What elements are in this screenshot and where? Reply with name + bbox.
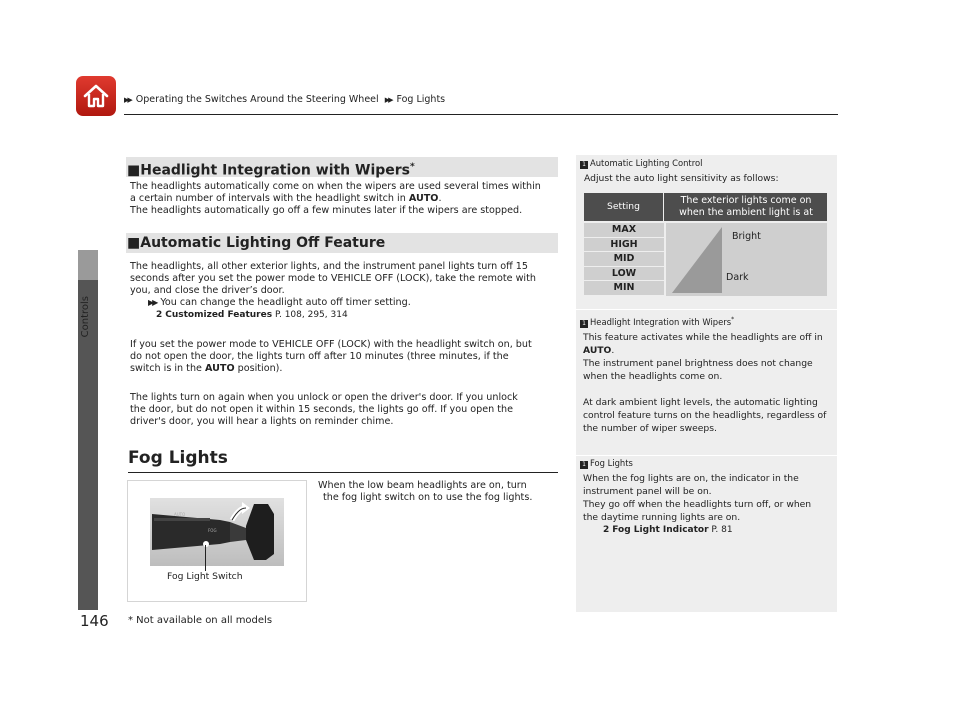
section-heading-headlight-integration bbox=[126, 157, 558, 177]
text-segment: . bbox=[438, 193, 442, 204]
table-header-ambient bbox=[665, 193, 827, 221]
xref-pages[interactable]: P. 108, 295, 314 bbox=[274, 310, 348, 320]
xref-pages[interactable]: P. 81 bbox=[711, 525, 733, 535]
note-marker-icon: 1 bbox=[580, 461, 588, 469]
text-line: seconds after you set the power mode to VEHICLE OFF (LOCK), take the remote with bbox=[130, 273, 536, 284]
table-header bbox=[584, 193, 827, 221]
bold-term: AUTO bbox=[583, 344, 612, 356]
bold-term: AUTO bbox=[204, 363, 235, 374]
text-line: instrument panel will be on. bbox=[583, 486, 712, 497]
asterisk-mark: * bbox=[731, 316, 735, 323]
note-marker-icon: 1 bbox=[580, 320, 588, 328]
dark-label: Dark bbox=[726, 272, 749, 283]
text-line: The instrument panel brightness does not change bbox=[583, 357, 813, 369]
home-icon bbox=[82, 82, 110, 110]
text-segment: position). bbox=[234, 363, 283, 374]
table-row: HIGH bbox=[584, 238, 664, 253]
header-line: The exterior lights come on bbox=[680, 195, 812, 206]
header-divider bbox=[124, 114, 838, 115]
text-segment: . bbox=[611, 344, 615, 356]
text-line: The headlights automatically come on when the wipers are used several times within bbox=[130, 181, 541, 192]
fog-lights-divider bbox=[128, 472, 558, 473]
text-line: When the low beam headlights are on, turn bbox=[318, 480, 527, 491]
fog-switch-image bbox=[150, 498, 284, 566]
breadcrumb-item[interactable]: Fog Lights bbox=[396, 94, 446, 105]
text-line: The lights turn on again when you unlock or open the driver's door. If you unlock bbox=[130, 392, 518, 403]
text-line bbox=[130, 193, 558, 205]
fog-lights-text bbox=[318, 480, 558, 504]
text-segment: switch is in the bbox=[130, 363, 205, 374]
section-heading-auto-off bbox=[126, 233, 558, 253]
xref-fog-light-indicator[interactable] bbox=[583, 524, 837, 537]
brightness-wedge-icon bbox=[672, 227, 722, 293]
breadcrumb bbox=[124, 94, 448, 105]
square-bullet-icon: ■ bbox=[127, 162, 141, 179]
asterisk-mark: * bbox=[410, 162, 415, 172]
text-line: At dark ambient light levels, the automatic lighting bbox=[583, 396, 818, 408]
text-line: you, and close the driver’s door. bbox=[130, 285, 285, 296]
note-automatic-lighting-control bbox=[576, 158, 837, 185]
bright-label: Bright bbox=[732, 231, 761, 242]
blank-line bbox=[583, 383, 837, 396]
note-title-text: Headlight Integration with Wipers bbox=[590, 316, 732, 327]
text-line: do not open the door, the lights turn off after 10 minutes (three minutes, if the bbox=[130, 351, 509, 362]
note-body bbox=[576, 331, 837, 435]
note-title bbox=[576, 316, 837, 328]
headlight-integration-text bbox=[130, 181, 558, 217]
xref-customized-features[interactable] bbox=[130, 309, 558, 321]
note-title-text: Automatic Lighting Control bbox=[590, 158, 703, 168]
bullet-text: You can change the headlight auto off timer setting. bbox=[160, 297, 411, 308]
callout-line bbox=[205, 545, 207, 571]
xref-label[interactable]: Customized Features bbox=[165, 310, 273, 320]
text-line: Adjust the auto light sensitivity as follows: bbox=[584, 173, 779, 184]
text-line: The headlights automatically go off a few minutes later if the wipers are stopped. bbox=[130, 205, 523, 216]
light-sensitivity-table bbox=[584, 193, 827, 296]
section-heading-text: Automatic Lighting Off Feature bbox=[140, 235, 386, 251]
note-fog-lights bbox=[576, 458, 837, 537]
note-divider bbox=[576, 455, 837, 456]
text-line: This feature activates while the headlights are off in bbox=[583, 331, 823, 343]
text-line: the number of wiper sweeps. bbox=[583, 422, 717, 434]
auto-off-text bbox=[130, 261, 558, 321]
xref-arrow-icon: 2 bbox=[603, 525, 610, 535]
home-button[interactable] bbox=[76, 76, 116, 116]
table-setting-column bbox=[584, 223, 664, 296]
text-line: the daytime running lights are on. bbox=[583, 512, 741, 523]
chapter-label: Controls bbox=[80, 296, 91, 338]
footnote: * Not available on all models bbox=[128, 615, 273, 626]
fog-switch-caption: Fog Light Switch bbox=[167, 571, 243, 582]
text-line: the fog light switch on to use the fog lights. bbox=[323, 492, 533, 503]
note-title bbox=[576, 458, 837, 469]
xref-label[interactable]: Fog Light Indicator bbox=[612, 525, 709, 535]
note-body bbox=[576, 172, 837, 185]
breadcrumb-arrow-icon: ▶▶ bbox=[384, 96, 392, 104]
fog-lights-title: Fog Lights bbox=[128, 448, 228, 468]
stalk-mark-fog: FOG bbox=[208, 528, 217, 533]
text-line: They go off when the headlights turn off, or when bbox=[583, 499, 812, 510]
text-line: the door, but do not open it within 15 seconds, the lights go off. If you open the bbox=[130, 404, 513, 415]
table-row: MIN bbox=[584, 281, 664, 296]
page-number: 146 bbox=[80, 612, 109, 630]
table-row: MAX bbox=[584, 223, 664, 238]
text-line bbox=[583, 344, 837, 357]
note-title-text: Fog Lights bbox=[590, 458, 633, 468]
double-arrow-icon: ▶▶ bbox=[148, 298, 157, 307]
table-row: MID bbox=[584, 252, 664, 267]
note-headlight-integration bbox=[576, 316, 837, 435]
text-line: The headlights, all other exterior lights, and the instrument panel lights turn off 15 bbox=[130, 261, 529, 272]
table-header-setting: Setting bbox=[584, 193, 664, 221]
text-line bbox=[130, 363, 558, 375]
note-title bbox=[576, 158, 837, 169]
text-segment: a certain number of intervals with the headlight switch in bbox=[130, 193, 409, 204]
note-marker-icon: 1 bbox=[580, 161, 588, 169]
square-bullet-icon: ■ bbox=[127, 235, 141, 251]
note-divider bbox=[576, 309, 837, 310]
table-row: LOW bbox=[584, 267, 664, 282]
xref-arrow-icon: 2 bbox=[156, 310, 163, 320]
auto-off-text-2 bbox=[130, 339, 558, 375]
auto-off-text-3 bbox=[130, 392, 558, 428]
note-bullet bbox=[130, 297, 558, 309]
breadcrumb-item[interactable]: Operating the Switches Around the Steering Wheel bbox=[135, 94, 379, 105]
text-line: when the headlights come on. bbox=[583, 370, 723, 382]
stalk-mark-auto: AUTO bbox=[174, 512, 186, 517]
headlight-stalk-illustration bbox=[150, 498, 284, 566]
section-heading-text: Headlight Integration with Wipers bbox=[140, 162, 411, 179]
chapter-tab-highlight bbox=[78, 250, 98, 280]
text-line: control feature turns on the headlights, regardless of bbox=[583, 409, 827, 421]
header-line: when the ambient light is at bbox=[679, 207, 813, 218]
breadcrumb-arrow-icon: ▶▶ bbox=[124, 96, 131, 104]
text-line: When the fog lights are on, the indicator in the bbox=[583, 473, 799, 484]
table-ambient-column bbox=[666, 223, 827, 296]
note-body bbox=[576, 472, 837, 537]
text-line: If you set the power mode to VEHICLE OFF (LOCK) with the headlight switch on, but bbox=[130, 339, 532, 350]
text-line: driver's door, you will hear a lights on reminder chime. bbox=[130, 416, 394, 427]
bold-term: AUTO bbox=[408, 193, 439, 204]
